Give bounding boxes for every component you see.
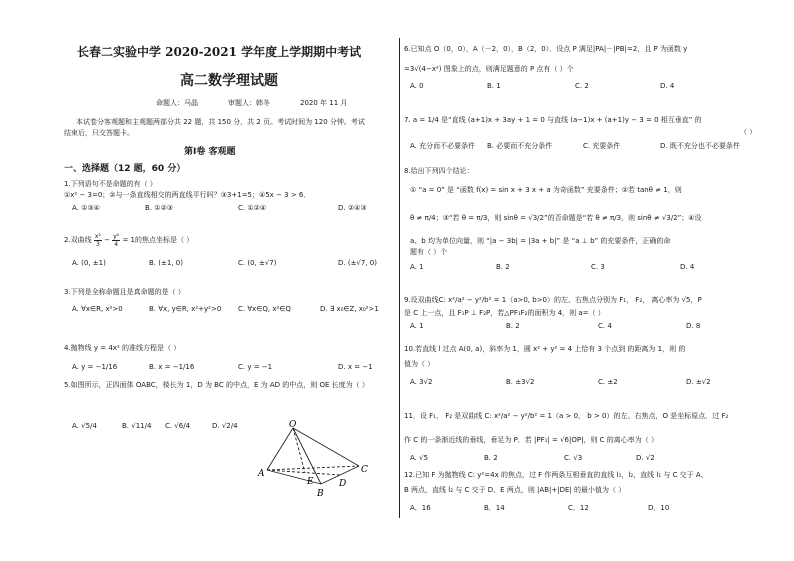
fraction-x2-over-3	[94, 233, 102, 248]
question-12-stem-cont: B 两点，直线 l₂ 与 C 交于 D、E 两点，则 |AB|+|DE| 的最小值为（ ）	[404, 486, 626, 494]
q8-option-d: D. 4	[680, 263, 695, 271]
point-label-d: D	[339, 479, 347, 489]
exam-date: 2020 年 11 月	[300, 99, 348, 107]
q12-option-c: C．12	[568, 504, 589, 512]
q7-option-c: C. 充要条件	[583, 142, 621, 150]
q6-option-c: C. 2	[575, 82, 589, 90]
q1-option-a: A. ①③④	[72, 204, 100, 212]
minus-sign: −	[104, 236, 110, 244]
numerator: x²	[94, 232, 101, 240]
fraction-y2-over-4	[112, 233, 120, 248]
q7-option-d: D. 既不充分也不必要条件	[660, 142, 740, 150]
reviewer: 审题人：韩冬	[228, 99, 270, 107]
question-8-line3: θ ≠ π/4；③“若 θ = π/3，则 sinθ = √3/2”的否命题是“若 θ ≠ π/3，则 sinθ ≠ √3/2”；④设	[410, 214, 702, 222]
question-12-stem: 12.已知 F 为抛物线 C: y²=4x 的焦点，过 F 作两条互相垂直的直线 l₁，l₂，直线 l₁ 与 C 交于 A、	[404, 471, 708, 479]
question-10-stem: 10.若直线 l 过点 A(0, a)，斜率为 1，圆 x² + y² = 4 上恰有 3 个点到 的距离为 1，则 的	[404, 345, 686, 353]
question-2-tail: = 1的焦点坐标是（ ）	[122, 236, 194, 244]
q2-option-b: B. (±1, 0)	[149, 259, 183, 267]
q4-option-d: D. x = −1	[338, 363, 373, 371]
q12-option-a: A．16	[410, 504, 431, 512]
q9-option-b: B. 2	[506, 322, 520, 330]
q9-option-a: A. 1	[410, 322, 424, 330]
volume-title: 第Ⅰ卷 客观题	[184, 147, 236, 157]
q11-option-d: D. √2	[636, 454, 655, 462]
question-11-stem: 11．设 F₁， F₂ 是双曲线 C: x²/a² − y²/b² = 1（a > 0， b > 0）的左、右焦点，O 是坐标原点．过 F₂	[404, 412, 729, 420]
q11-option-b: B. 2	[484, 454, 498, 462]
q12-option-d: D．10	[648, 504, 670, 512]
question-6-stem-cont: =3√(4−x²) 图象上的点，则满足题意的 P 点有（ ）个	[404, 65, 574, 73]
vertex-label-a: A	[258, 469, 265, 479]
q8-option-a: A. 1	[410, 263, 424, 271]
question-7-stem: 7. a = 1/4 是“直线 (a+1)x + 3ay + 1 = 0 与直线 (a−1)x + (a+1)y − 3 = 0 相互垂直” 的	[404, 116, 702, 124]
column-divider	[399, 38, 400, 518]
question-2-label: 2.双曲线	[64, 236, 92, 244]
q10-option-d: D. ±√2	[686, 378, 711, 386]
q3-option-d: D. ∃ x₀∈Z, x₀²>1	[320, 305, 379, 313]
q6-option-d: D. 4	[660, 82, 675, 90]
question-1-stem: 1.下列语句不是命题的有（ ）	[64, 180, 157, 188]
q5-option-c: C. √6/4	[165, 422, 191, 430]
q11-option-a: A. √5	[410, 454, 429, 462]
question-8-line5: 题有（ ）个	[410, 248, 448, 256]
q7-option-b: B. 必要而不充分条件	[487, 142, 553, 150]
q3-option-a: A. ∀x∈R, x²>0	[72, 305, 123, 313]
q2-option-d: D. (±√7, 0)	[338, 259, 377, 267]
q8-option-c: C. 3	[591, 263, 605, 271]
question-8-stem: 8.给出下列四个结论：	[404, 167, 474, 175]
subject-title: 高二数学理试题	[180, 73, 278, 89]
section-title: 一、选择题（12 题，60 分）	[64, 164, 186, 174]
q1-option-b: B. ①②③	[145, 204, 174, 212]
question-8-line2: ① “a = 0” 是 “函数 f(x) = sin x + 3 x + a 为奇函数” 充要条件；②若 tanθ ≠ 1，则	[410, 186, 682, 194]
question-2-stem	[64, 231, 193, 249]
exam-title: 长春二实验中学 2020-2021 学年度上学期期中考试	[77, 45, 362, 59]
q5-option-d: D. √2/4	[212, 422, 238, 430]
q10-option-b: B. ±3√2	[506, 378, 535, 386]
q3-option-b: B. ∀x, y∈R, x²+y²>0	[149, 305, 222, 313]
q10-option-c: C. ±2	[598, 378, 618, 386]
vertex-label-c: C	[361, 465, 368, 475]
q6-option-b: B. 1	[487, 82, 501, 90]
vertex-label-b: B	[317, 489, 324, 499]
question-11-stem-cont: 作 C 的一条渐近线的垂线，垂足为 P．若 |PF₁| = √6|OP|，则 C 的离心率为（ ）	[404, 436, 659, 444]
setter: 命题人：马晶	[156, 99, 198, 107]
q5-option-b: B. √11/4	[122, 422, 152, 430]
numerator: y²	[113, 232, 120, 240]
instructions-line1: 本试卷分客观题和主观题两部分共 22 题，共 150 分，共 2 页。考试时间为 120 分钟。考试	[76, 118, 365, 126]
question-5-stem: 5.如图所示，正四面体 OABC，棱长为 1，D 为 BC 的中点，E 为 AD 的中点，则 OE 长度为（ ）	[64, 381, 369, 389]
q2-option-a: A. (0, ±1)	[72, 259, 106, 267]
q7-option-a: A. 充分而不必要条件	[410, 142, 476, 150]
question-8-line4: a、b 均为单位向量，则 “|a − 3b| = |3a + b|” 是 “a ⊥ b” 的充要条件，正确的命	[410, 237, 671, 245]
question-3-stem: 3.下列是全称命题且是真命题的是（ ）	[64, 288, 185, 296]
q4-option-c: C. y = −1	[238, 363, 273, 371]
question-9-stem: 9.设双曲线C: x²/a² − y²/b² = 1（a>0, b>0）的左、右焦点分别为 F₁， F₂， 离心率为 √5，P	[404, 296, 702, 304]
question-9-stem-cont: 是 C 上一点，且 F₁P ⊥ F₂P，若△PF₁F₂的面积为 4，则 a=（ ）	[404, 309, 605, 317]
q8-option-b: B. 2	[496, 263, 510, 271]
q4-option-a: A. y = −1/16	[72, 363, 118, 371]
denominator: 3	[95, 240, 100, 248]
q11-option-c: C. √3	[564, 454, 583, 462]
q1-option-c: C. ①②④	[238, 204, 267, 212]
question-1-items: ①x² − 3=0；②与一条直线相交的两直线平行吗？③3+1=5；④5x − 3 > 6．	[64, 191, 311, 199]
tetrahedron-figure	[255, 418, 375, 500]
q2-option-c: C. (0, ±√7)	[238, 259, 277, 267]
q5-option-a: A. √5/4	[72, 422, 97, 430]
question-4-stem: 4.抛物线 y = 4x² 的准线方程是（ ）	[64, 344, 181, 352]
q9-option-d: D. 8	[686, 322, 701, 330]
question-6-stem: 6.已知点 O（0，0），A（－2，0），B（2，0）．设点 P 满足|PA|－|PB|=2，且 P 为函数 y	[404, 45, 688, 53]
denominator: 4	[114, 240, 119, 248]
instructions-line2: 结束后，只交答题卡。	[64, 129, 134, 137]
q9-option-c: C. 4	[598, 322, 612, 330]
q10-option-a: A. 3√2	[410, 378, 433, 386]
q6-option-a: A. 0	[410, 82, 424, 90]
q4-option-b: B. x = −1/16	[149, 363, 195, 371]
question-7-stem-cont: （ ）	[740, 128, 757, 136]
point-label-e: E	[307, 477, 314, 487]
vertex-label-o: O	[289, 420, 297, 430]
q3-option-c: C. ∀x∈Q, x²∈Q	[238, 305, 291, 313]
q12-option-b: B．14	[484, 504, 505, 512]
question-10-stem-cont: 值为（ ）	[404, 360, 435, 368]
q1-option-d: D. ②④③	[338, 204, 367, 212]
